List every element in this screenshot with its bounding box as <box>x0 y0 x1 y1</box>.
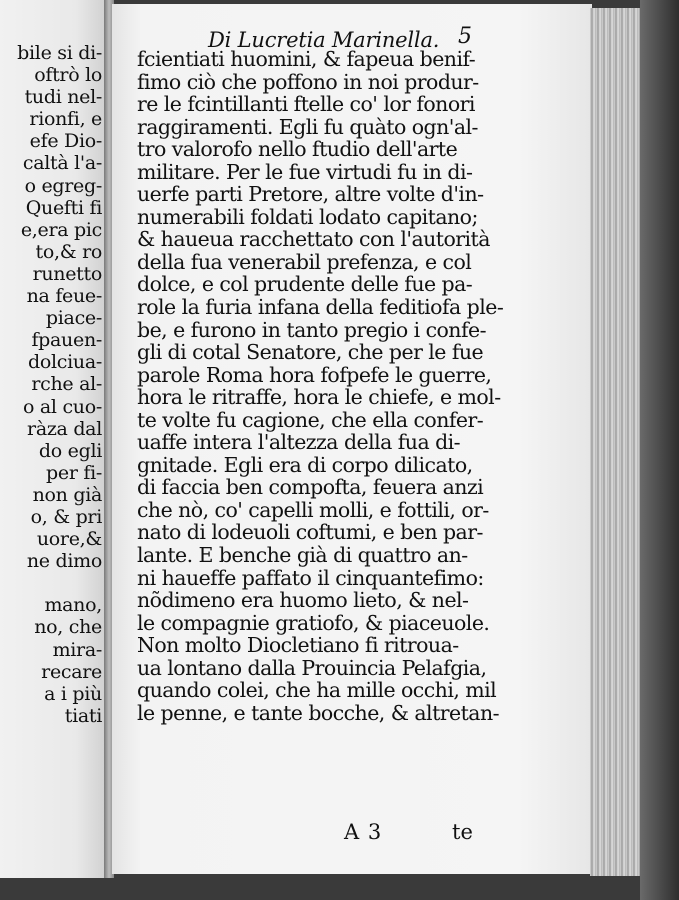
left-text-line: piace- <box>45 307 102 330</box>
text-line: di faccia ben compofta, feuera anzi <box>137 475 484 500</box>
left-text-line: mano, <box>44 594 102 617</box>
text-line: uaffe intera l'altezza della fua di- <box>137 430 461 455</box>
left-text-line <box>0 572 108 594</box>
left-text-line: tudi nel- <box>24 86 102 109</box>
text-line: ni haueffe paffato il cinquantefimo: <box>137 565 484 590</box>
left-text-line: per fi- <box>46 461 102 484</box>
text-line: fcientiati huomini, & fapeua benif- <box>137 47 476 71</box>
left-text-line: mira- <box>52 638 102 661</box>
left-text-line: recare <box>41 660 102 683</box>
text-line: be, e furono in tanto pregio i confe- <box>137 317 486 342</box>
text-line: re le fcintillanti ftelle co' lor fonori <box>137 92 475 117</box>
text-line: quando colei, che ha mille occhi, mil <box>137 678 497 703</box>
background-shadow <box>640 0 679 900</box>
text-line: nõdimeno era huomo lieto, & nel- <box>137 588 469 613</box>
text-line: nato di lodeuoli coftumi, e ben par- <box>137 520 483 545</box>
left-page <box>0 0 108 878</box>
text-line: le penne, e tante bocche, & altretan- <box>137 700 499 725</box>
fore-edge <box>590 8 642 876</box>
text-line: gnitade. Egli era di corpo dilicato, <box>137 452 473 477</box>
left-text-line: rche al- <box>31 373 102 396</box>
left-text-line: a i più <box>44 682 102 705</box>
left-text-line: ne dimo <box>26 550 102 573</box>
left-text-line: non già <box>32 483 102 506</box>
page-number: 5 <box>458 24 472 49</box>
text-line: numerabili foldati lodato capitano; <box>137 204 478 229</box>
left-text-line: uore,& <box>36 528 102 551</box>
text-line: che nò, co' capelli molli, e fottili, or- <box>137 497 489 522</box>
left-text-line: dolciua- <box>28 351 102 374</box>
text-line: ua lontano dalla Prouincia Pelafgia, <box>137 655 487 680</box>
left-text-line: to,& ro <box>35 240 102 263</box>
text-line: hora le ritraffe, hora le chiefe, e mol- <box>137 385 501 410</box>
text-line: gli di cotal Senatore, che per le fue <box>137 340 484 365</box>
text-line: raggiramenti. Egli fu quàto ogn'al- <box>137 114 478 139</box>
left-text-line: runetto <box>32 262 102 285</box>
left-text-line: efe Dio- <box>29 130 102 153</box>
text-line: & haueua racchettato con l'autorità <box>137 227 490 252</box>
catchword: te <box>452 820 473 844</box>
left-text-line: o al cuo- <box>23 395 102 418</box>
signature-mark: A 3 <box>344 820 383 844</box>
left-text-line: fpauen- <box>31 329 102 352</box>
running-head: Di Lucretia Marinella. <box>208 28 440 52</box>
text-line: fimo ciò che poffono in noi produr- <box>137 69 479 94</box>
text-line: role la furia infana della feditiofa ple- <box>137 295 504 320</box>
left-text-line: no, che <box>34 616 102 639</box>
body-text <box>137 48 507 724</box>
left-text-line: e,era pic <box>20 218 102 241</box>
left-text-line: oftrò lo <box>34 64 102 87</box>
left-text-line: rionfi, e <box>29 108 102 131</box>
text-line: Non molto Diocletiano fi ritroua- <box>137 633 459 658</box>
left-text-line: na feue- <box>26 285 102 308</box>
left-text-line: Quefti fi <box>25 196 102 219</box>
left-text-line: do egli <box>38 439 102 462</box>
left-text-line: bile si di- <box>17 42 102 64</box>
left-page-text <box>0 42 108 727</box>
text-line: lante. E benche già di quattro an- <box>137 543 468 568</box>
text-line: parole Roma hora fofpefe le guerre, <box>137 362 492 387</box>
text-line: della fua venerabil prefenza, e col <box>137 249 472 274</box>
text-line: uerfe parti Pretore, altre volte d'in- <box>137 182 484 207</box>
text-line: dolce, e col prudente delle fue pa- <box>137 272 473 297</box>
text-line: le compagnie gratiofo, & piaceuole. <box>137 610 490 635</box>
left-text-line: caltà l'a- <box>22 152 102 175</box>
left-text-line: tiati <box>64 704 102 727</box>
left-text-line: o egreg- <box>24 174 102 197</box>
left-text-line: o, & pri <box>30 505 102 528</box>
left-text-line: ràza dal <box>27 417 102 440</box>
text-line: tro valorofo nello ftudio dell'arte <box>137 137 458 162</box>
text-line: te volte fu cagione, che ella confer- <box>137 407 484 432</box>
text-line: militare. Per le fue virtudi fu in di- <box>137 159 473 184</box>
